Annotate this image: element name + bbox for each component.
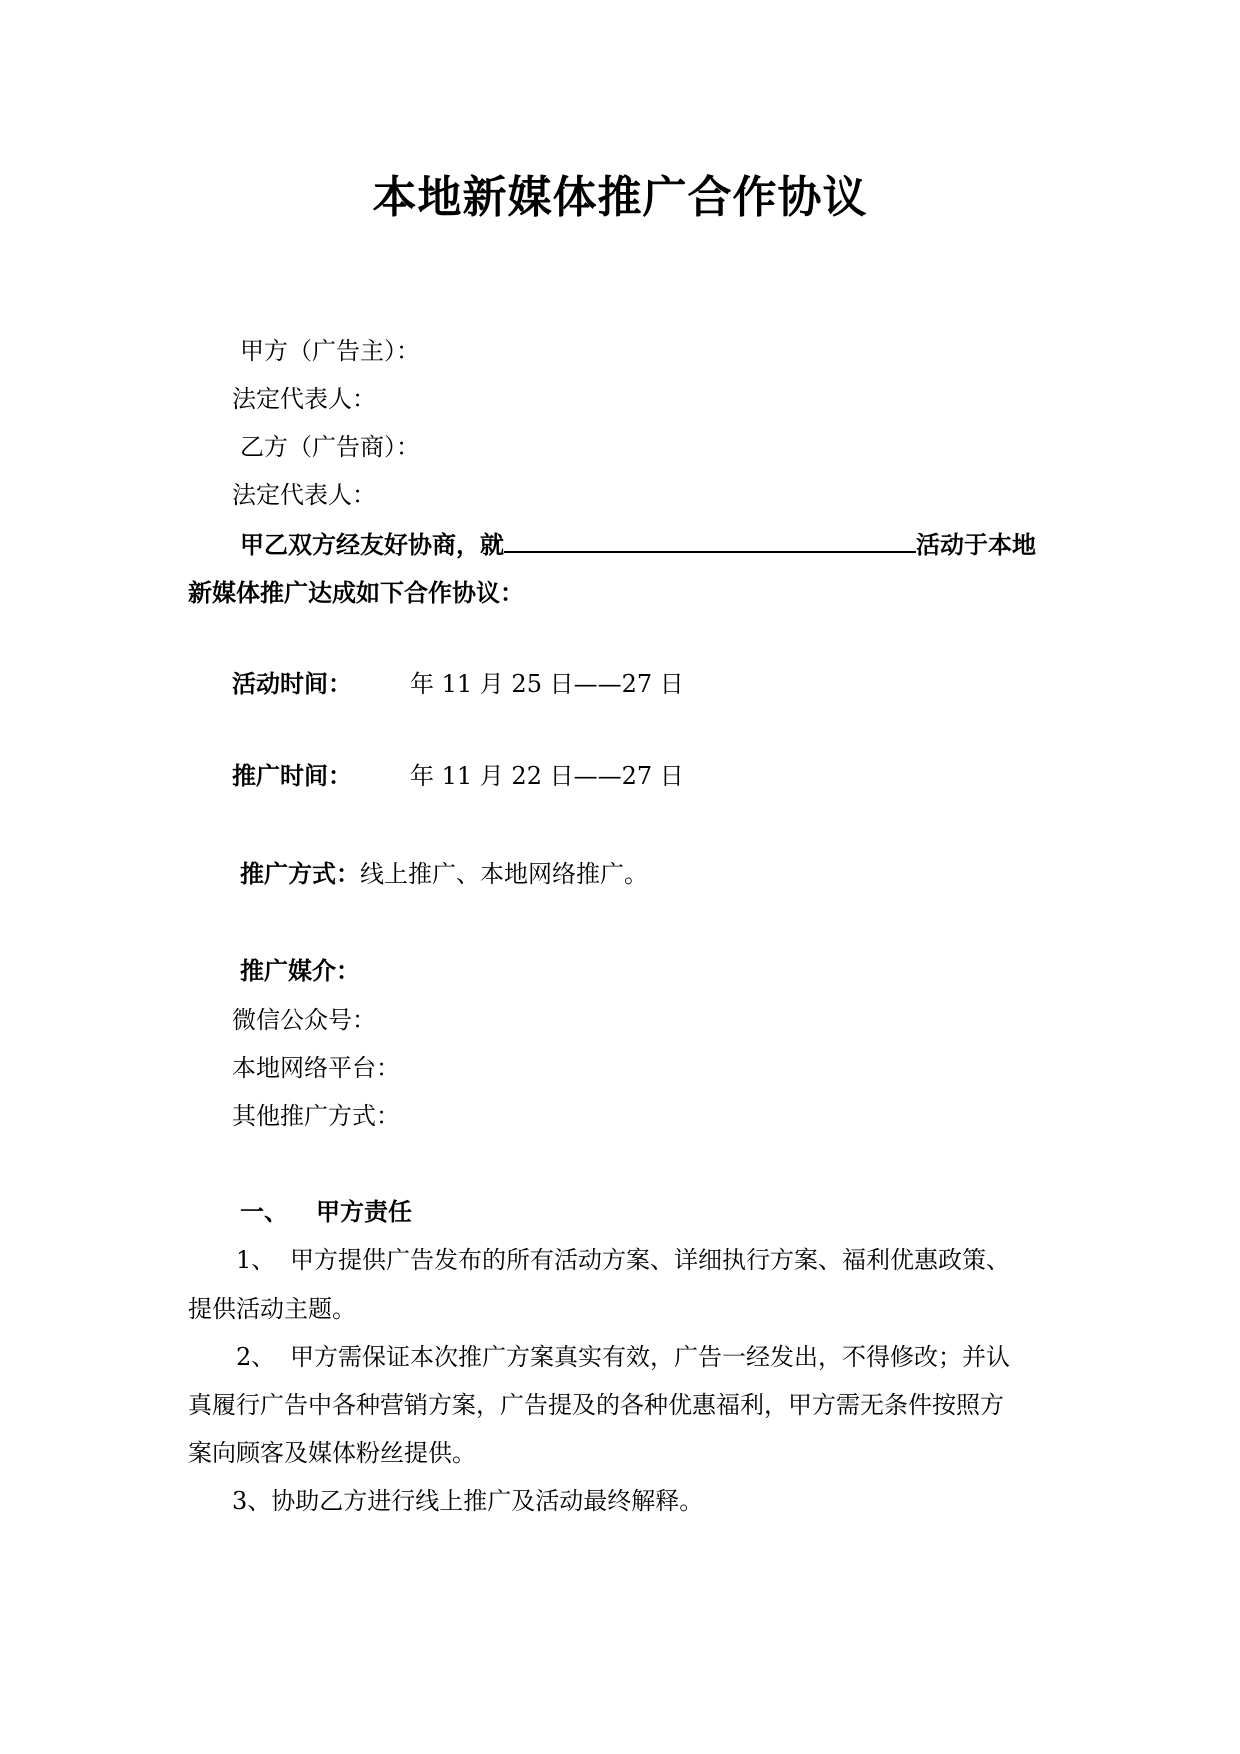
section-1-item-1-line-2: 提供活动主题。 [188,1295,356,1323]
section-1-number: 一、 [240,1198,288,1226]
section-1-item-3: 3、协助乙方进行线上推广及活动最终解释。 [232,1487,704,1515]
promo-time-value: 年 11 月 22 日——27 日 [410,762,684,790]
party-a-representative-label: 法定代表人： [232,385,376,413]
party-b-representative-label: 法定代表人： [232,481,376,509]
promo-method-label: 推广方式： [240,860,360,888]
promo-time-label: 推广时间： [232,762,352,790]
document-title: 本地新媒体推广合作协议 [372,172,868,223]
intro-text-start: 甲乙双方经友好协商，就 [240,531,504,559]
party-b-label: 乙方（广告商）： [240,433,420,461]
section-1-item-2-line-3: 案向顾客及媒体粉丝提供。 [188,1439,476,1467]
section-1-item-2-line-1: 甲方需保证本次推广方案真实有效，广告一经发出，不得修改；并认 [290,1343,1010,1371]
intro-text-end: 活动于本地 [916,531,1036,559]
activity-name-blank [504,527,916,553]
section-1-item-1-line-1: 甲方提供广告发布的所有活动方案、详细执行方案、福利优惠政策、 [290,1246,1010,1274]
promo-media-item: 本地网络平台： [232,1054,400,1082]
intro-line-2: 新媒体推广达成如下合作协议： [188,579,524,607]
section-1-item-2-line-2: 真履行广告中各种营销方案，广告提及的各种优惠福利，甲方需无条件按照方 [188,1391,1004,1419]
section-1-heading: 甲方责任 [316,1198,412,1226]
section-1-item-1-number: 1、 [236,1246,276,1274]
activity-time-value: 年 11 月 25 日——27 日 [410,670,684,698]
promo-media-item: 其他推广方式： [232,1102,400,1130]
promo-method-row [240,857,648,891]
promo-media-label: 推广媒介： [240,957,360,985]
promo-method-value: 线上推广、本地网络推广。 [360,860,648,888]
party-a-label: 甲方（广告主）： [240,337,420,365]
promo-media-item: 微信公众号： [232,1006,376,1034]
activity-time-label: 活动时间： [232,670,352,698]
intro-line-1 [240,527,1036,562]
section-1-item-2-number: 2、 [236,1343,276,1371]
